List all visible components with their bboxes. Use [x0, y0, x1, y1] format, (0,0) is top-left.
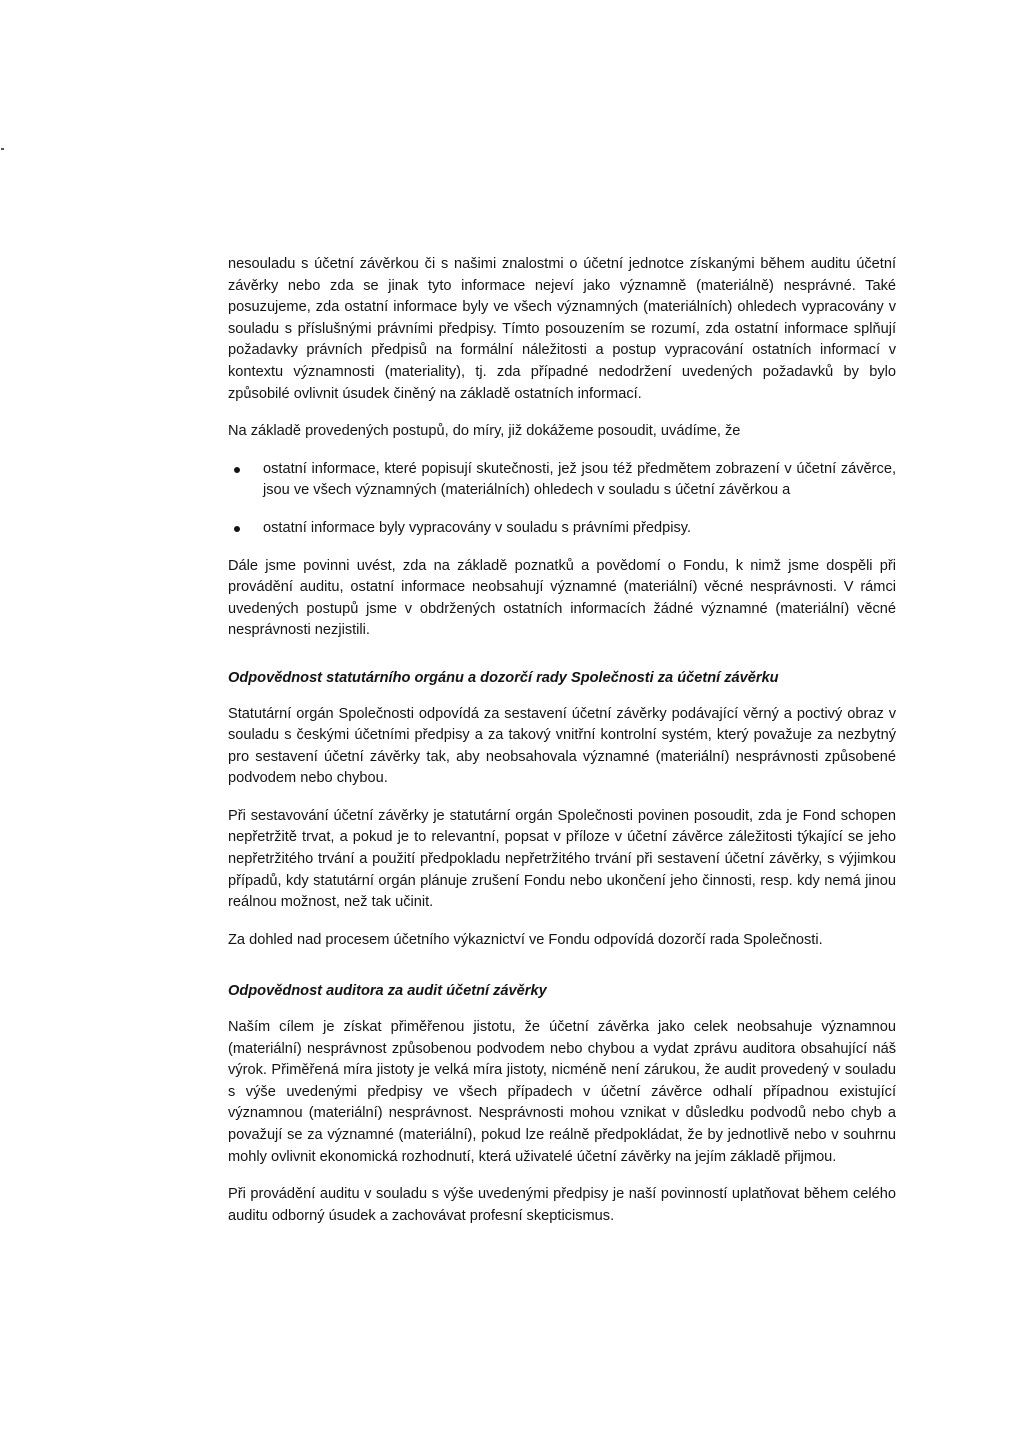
bullet-icon: [234, 526, 240, 532]
list-item-text: ostatní informace, které popisují skutečnosti, jež jsou též předmětem zobrazení v účetní závěrce, jsou ve všech významných (materiálních) ohledech v souladu s účetní závěrkou a: [263, 460, 896, 499]
document-body: [228, 254, 896, 1243]
paragraph-material-misstatements: Dále jsme povinni uvést, zda na základě poznatků a povědomí o Fondu, k nimž jsme dospěli při provádění auditu, ostatní informace neobsahují významné (materiální) věcné nesprávnosti. V rámci uvedených postupů jsme v obdržených ostatních informacích žádné významné (materiální) věcné nesprávnosti nezjistili.: [228, 557, 896, 639]
list-item: [228, 459, 896, 502]
paragraph-auditor-responsibility-1: Naším cílem je získat přiměřenou jistotu, že účetní závěrka jako celek neobsahuje významnou (materiální) nesprávnost způsobenou podvodem nebo chybou a vydat zprávu auditora obsahující náš výrok. Přiměřená míra jistoty je velká míra jistoty, nicméně není zárukou, že audit provedený v souladu s výše uvedenými předpisy ve všech případech v účetní závěrce odhalí případnou existující významnou (materiální) nesprávnost. Nesprávnosti mohou vznikat v důsledku podvodů nebo chyb a považují se za významné (materiální), pokud lze reálně předpokládat, že by jednotlivě nebo v souhrnu mohly ovlivnit ekonomická rozhodnutí, která uživatelé účetní závěrky na jejím základě přijmou.: [228, 1019, 896, 1165]
findings-list: [228, 459, 896, 540]
paragraph-other-info-assessment: nesouladu s účetní závěrkou či s našimi znalostmi o účetní jednotce získanými během auditu účetní závěrky nebo zda se jinak tyto informace nejeví jako významně (materiálně) nesprávné. Také posuzujeme, zda ostatní informace byly ve všech významných (materiálních) ohledech vypracovány v souladu s příslušnými právními předpisy. Tímto posouzením se rozumí, zda ostatní informace splňují požadavky právních předpisů na formální náležitosti a postup vypracování ostatních informací v kontextu významnosti (materiality), tj. zda případné nedodržení uvedených požadavků by bylo způsobilé ovlivnit úsudek činěný na základě ostatních informací.: [228, 256, 896, 402]
list-item: [228, 518, 896, 540]
paragraph-management-responsibility-1: Statutární orgán Společnosti odpovídá za sestavení účetní závěrky podávající věrný a poctivý obraz v souladu s českými účetními předpisy a za takový vnitřní kontrolní systém, který považuje za nezbytný pro sestavení účetní závěrky tak, aby neobsahovala významné (materiální) nesprávnosti způsobené podvodem nebo chybou.: [228, 705, 896, 787]
list-item-text: ostatní informace byly vypracovány v souladu s právními předpisy.: [263, 519, 692, 536]
paragraph-management-responsibility-2: Při sestavování účetní závěrky je statutární orgán Společnosti povinen posoudit, zda je Fond schopen nepřetržitě trvat, a pokud je to relevantní, popsat v příloze v účetní závěrce záležitosti týkající se jeho nepřetržitého trvání a použití předpokladu nepřetržitého trvání při sestavení účetní závěrky, s výjimkou případů, kdy statutární orgán plánuje zrušení Fondu nebo ukončení jeho činnosti, resp. kdy nemá jinou reálnou možnost, než tak učinit.: [228, 807, 896, 911]
paragraph-auditor-responsibility-2: Při provádění auditu v souladu s výše uvedenými předpisy je naší povinností uplatňovat během celého auditu odborný úsudek a zachovávat profesní skepticismus.: [228, 1186, 896, 1224]
scan-mark: [1, 148, 4, 150]
bullet-icon: [234, 467, 240, 473]
paragraph-management-responsibility-3: Za dohled nad procesem účetního výkaznictví ve Fondu odpovídá dozorčí rada Společnosti.: [228, 931, 823, 948]
section-heading-auditor-responsibility: Odpovědnost auditora za audit účetní závěrky: [228, 983, 547, 1000]
paragraph-procedures-intro: Na základě provedených postupů, do míry, již dokážeme posoudit, uvádíme, že: [228, 423, 741, 440]
section-heading-management-responsibility: Odpovědnost statutárního orgánu a dozorčí rady Společnosti za účetní závěrku: [228, 669, 779, 686]
